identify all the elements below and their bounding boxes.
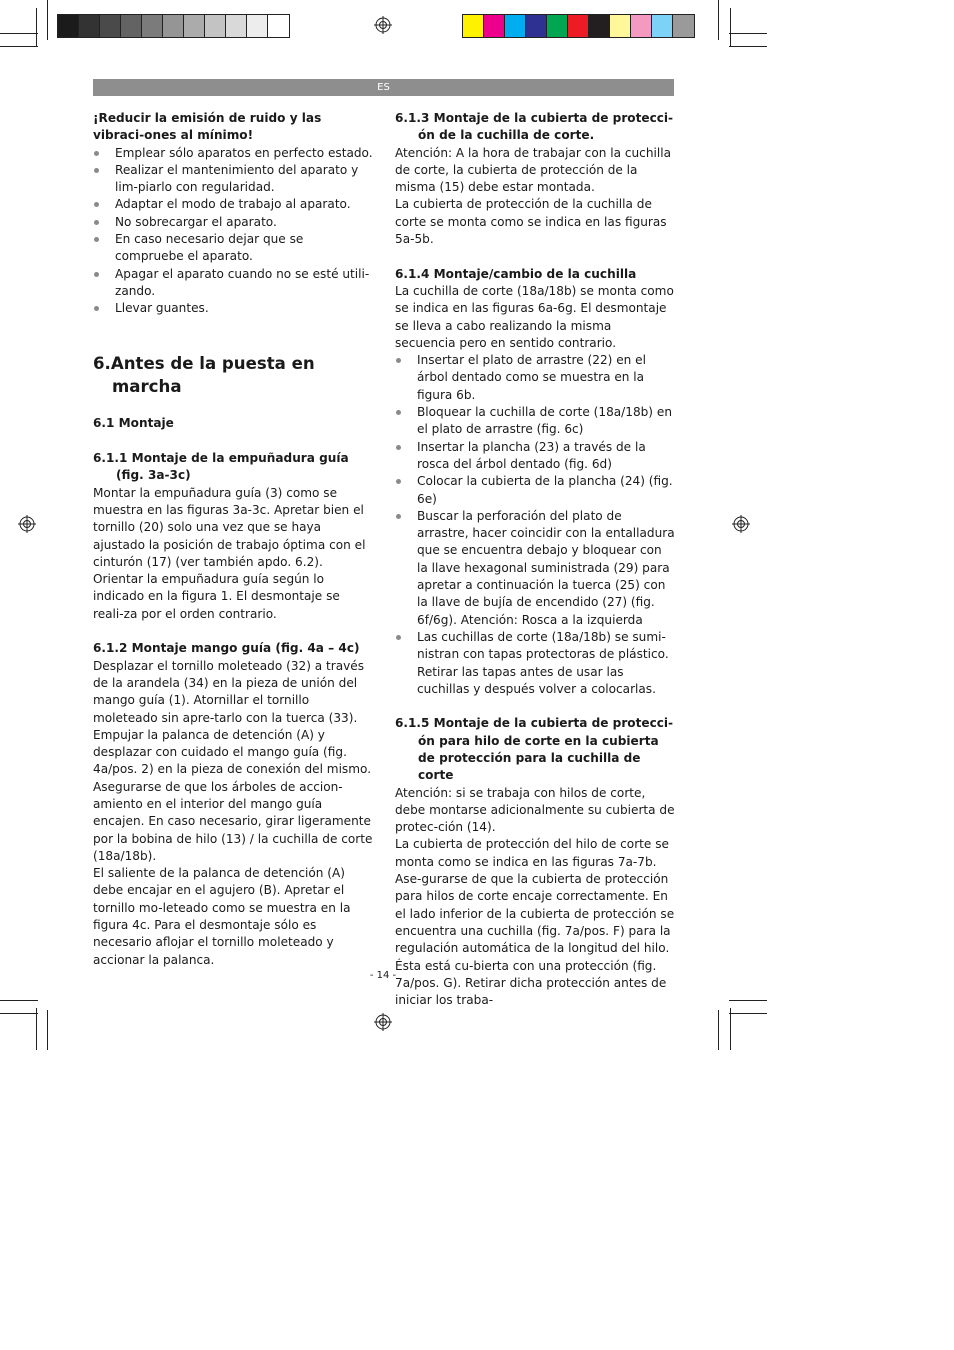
gray-swatch [100,15,121,37]
noise-heading: ¡Reducir la emisión de ruido y las vibraci-ones al mínimo! [93,111,322,143]
crop-mark [47,0,48,40]
language-header-band [93,79,674,96]
section-6-1-heading: 6.1 Montaje [93,416,174,431]
registration-mark-icon [374,16,392,34]
list-item: Adaptar el modo de trabajo al aparato. [93,196,373,213]
color-swatch [589,15,610,37]
section-number: 6. [93,354,111,374]
section-number: 6.1.3 [395,111,430,125]
gray-swatch [121,15,142,37]
registration-mark-icon [374,1013,392,1031]
list-item: Las cuchillas de corte (18a/18b) se sumi-nistran con tapas protectoras de plástico. Retirar las tapas antes de usar las cuchillas y después volver a colocarlas. [395,629,675,698]
section-6-1-3-heading [395,110,675,145]
page-number: - 14 - [369,970,397,981]
color-swatch [568,15,589,37]
gray-swatch [58,15,79,37]
section-6-1-2-heading: 6.1.2 Montaje mango guía (fig. 4a – 4c) [93,641,360,656]
registration-mark-icon [732,515,750,533]
section-6-1-2-text: El saliente de la palanca de detención (A) debe encajar en el agujero (B). Apretar el tornillo mo-leteado como se muestra en la figura 4c. Para el desmontaje sólo es necesario aflojar el tornillo moleteado y accionar la palanca. [93,866,351,967]
list-item: Insertar la plancha (23) a través de la rosca del árbol dentado (fig. 6d) [395,439,675,474]
section-6-1-1-text: Montar la empuñadura guía (3) como se muestra en las figuras 3a-3c. Apretar bien el tornillo (20) solo una vez que se haya ajustado la posición de trabajo óptima con el cinturón (17) (ver también apdo. 6.2). Orientar la empuñadura guía según lo indicado en la figura 1. El desmontaje se reali-za por el orden contrario. [93,485,366,621]
crop-mark [730,1008,731,1050]
crop-mark [36,1008,37,1050]
section-6-1-3-text: Atención: A la hora de trabajar con la cuchilla de corte, la cubierta de protección de la misma (15) debe estar montada. [395,145,671,195]
crop-mark [47,1010,48,1050]
gray-swatch [163,15,184,37]
list-item: En caso necesario dejar que se compruebe el aparato. [93,231,373,266]
color-swatch [631,15,652,37]
color-swatch [526,15,547,37]
list-item: Llevar guantes. [93,300,373,317]
crop-mark [718,1010,719,1050]
section-6-1-4-text: La cuchilla de corte (18a/18b) se monta como se indica en las figuras 6a-6g. El desmontaje se lleva a cabo realizando la misma secuencia pero en sentido contrario. [395,283,674,350]
color-swatch [484,15,505,37]
section-6-1-4-heading: 6.1.4 Montaje/cambio de la cuchilla [395,266,637,281]
color-swatch [547,15,568,37]
section-6-heading [93,352,373,398]
crop-mark [729,1013,767,1014]
section-6-1-5-text: La cubierta de protección del hilo de corte se monta como se indica en las figuras 7a-7b. Ase-gurarse de que la cubierta de protección para hilos de corte encaje correctamente. En el lado inferior de la cubierta de protección se encuentra una cuchilla (fig. 7a/pos. F) para la regulación automática de la longitud del hilo. Ésta está cu-bierta con una protección (fig. 7a/pos. G). Retirar dicha protección antes de iniciar los traba- [395,837,675,1008]
list-item: Insertar el plato de arrastre (22) en el árbol dentado como se muestra en la figura 6b. [395,352,675,404]
crop-mark [0,33,38,34]
gray-swatch [247,15,268,37]
language-code: ES [377,82,390,93]
crop-mark [0,1013,38,1014]
color-swatch [652,15,673,37]
list-item: No sobrecargar el aparato. [93,214,373,231]
section-title: Montaje de la cubierta de protecci-ón para hilo de corte en la cubierta de protección para la cuchilla de corte [418,716,674,783]
list-item: Emplear sólo aparatos en perfecto estado. [93,145,373,162]
list-item: Colocar la cubierta de la plancha (24) (fig. 6e) [395,473,675,508]
section-title: Montaje de la cubierta de protecci-ón de la cuchilla de corte. [418,111,674,143]
process-color-bar [462,14,695,38]
color-swatch [463,15,484,37]
crop-mark [718,0,719,40]
crop-mark [729,33,767,34]
gray-swatch [226,15,247,37]
section-number: 6.1.1 [93,451,128,466]
color-swatch [673,15,694,37]
list-item: Realizar el mantenimiento del aparato y lim-piarlo con regularidad. [93,162,373,197]
crop-mark [0,1000,38,1001]
list-item: Buscar la perforación del plato de arrastre, hacer coincidir con la entalladura que se encuentra debajo y bloquear con la llave hexagonal suministrada (29) para apretar a continuación la tuerca (25) con la llave de bujía de encendido (27) (fig. 6f/6g). Atención: Rosca a la izquierda [395,508,675,629]
right-column [395,110,675,1009]
noise-list [93,145,373,318]
section-title: Montaje de la empuñadura guía (fig. 3a-3c) [116,451,349,483]
gray-swatch [142,15,163,37]
left-column [93,110,373,969]
gray-swatch [268,15,289,37]
crop-mark [0,46,38,47]
crop-mark [730,8,731,46]
crop-mark [729,1000,767,1001]
list-item: Bloquear la cuchilla de corte (18a/18b) en el plato de arrastre (fig. 6c) [395,404,675,439]
section-6-1-1-heading [93,450,373,485]
gray-calibration-bar [57,14,290,38]
gray-swatch [184,15,205,37]
blade-mounting-list [395,352,675,698]
section-6-1-2-text: Desplazar el tornillo moleteado (32) a través de la arandela (34) en la pieza de unión del mango guía (1). Atornillar el tornillo moleteado sin apre-tarlo con la tuerca (33). Empujar la palanca de detención (A) y desplazar con cuidado el mango guía (fig. 4a/pos. 2) en la pieza de conexión del mismo. Asegurarse de que los árboles de accion-amiento en el interior del mango guía encajen. En caso necesario, girar ligeramente por la bobina de hilo (13) / la cuchilla de corte (18a/18b). [93,658,373,863]
section-title: Antes de la puesta en marcha [110,354,315,397]
color-swatch [505,15,526,37]
section-6-1-3-text: La cubierta de protección de la cuchilla de corte se monta como se indica en las figuras 5a-5b. [395,197,667,247]
gray-swatch [79,15,100,37]
section-6-1-5-heading [395,715,675,784]
list-item: Apagar el aparato cuando no se esté utili-zando. [93,266,373,301]
gray-swatch [205,15,226,37]
registration-mark-icon [18,515,36,533]
crop-mark [36,8,37,46]
color-swatch [610,15,631,37]
crop-mark [729,46,767,47]
section-number: 6.1.5 [395,716,430,731]
section-6-1-5-text: Atención: si se trabaja con hilos de corte, debe montarse adicionalmente su cubierta de protec-ción (14). [395,785,675,835]
